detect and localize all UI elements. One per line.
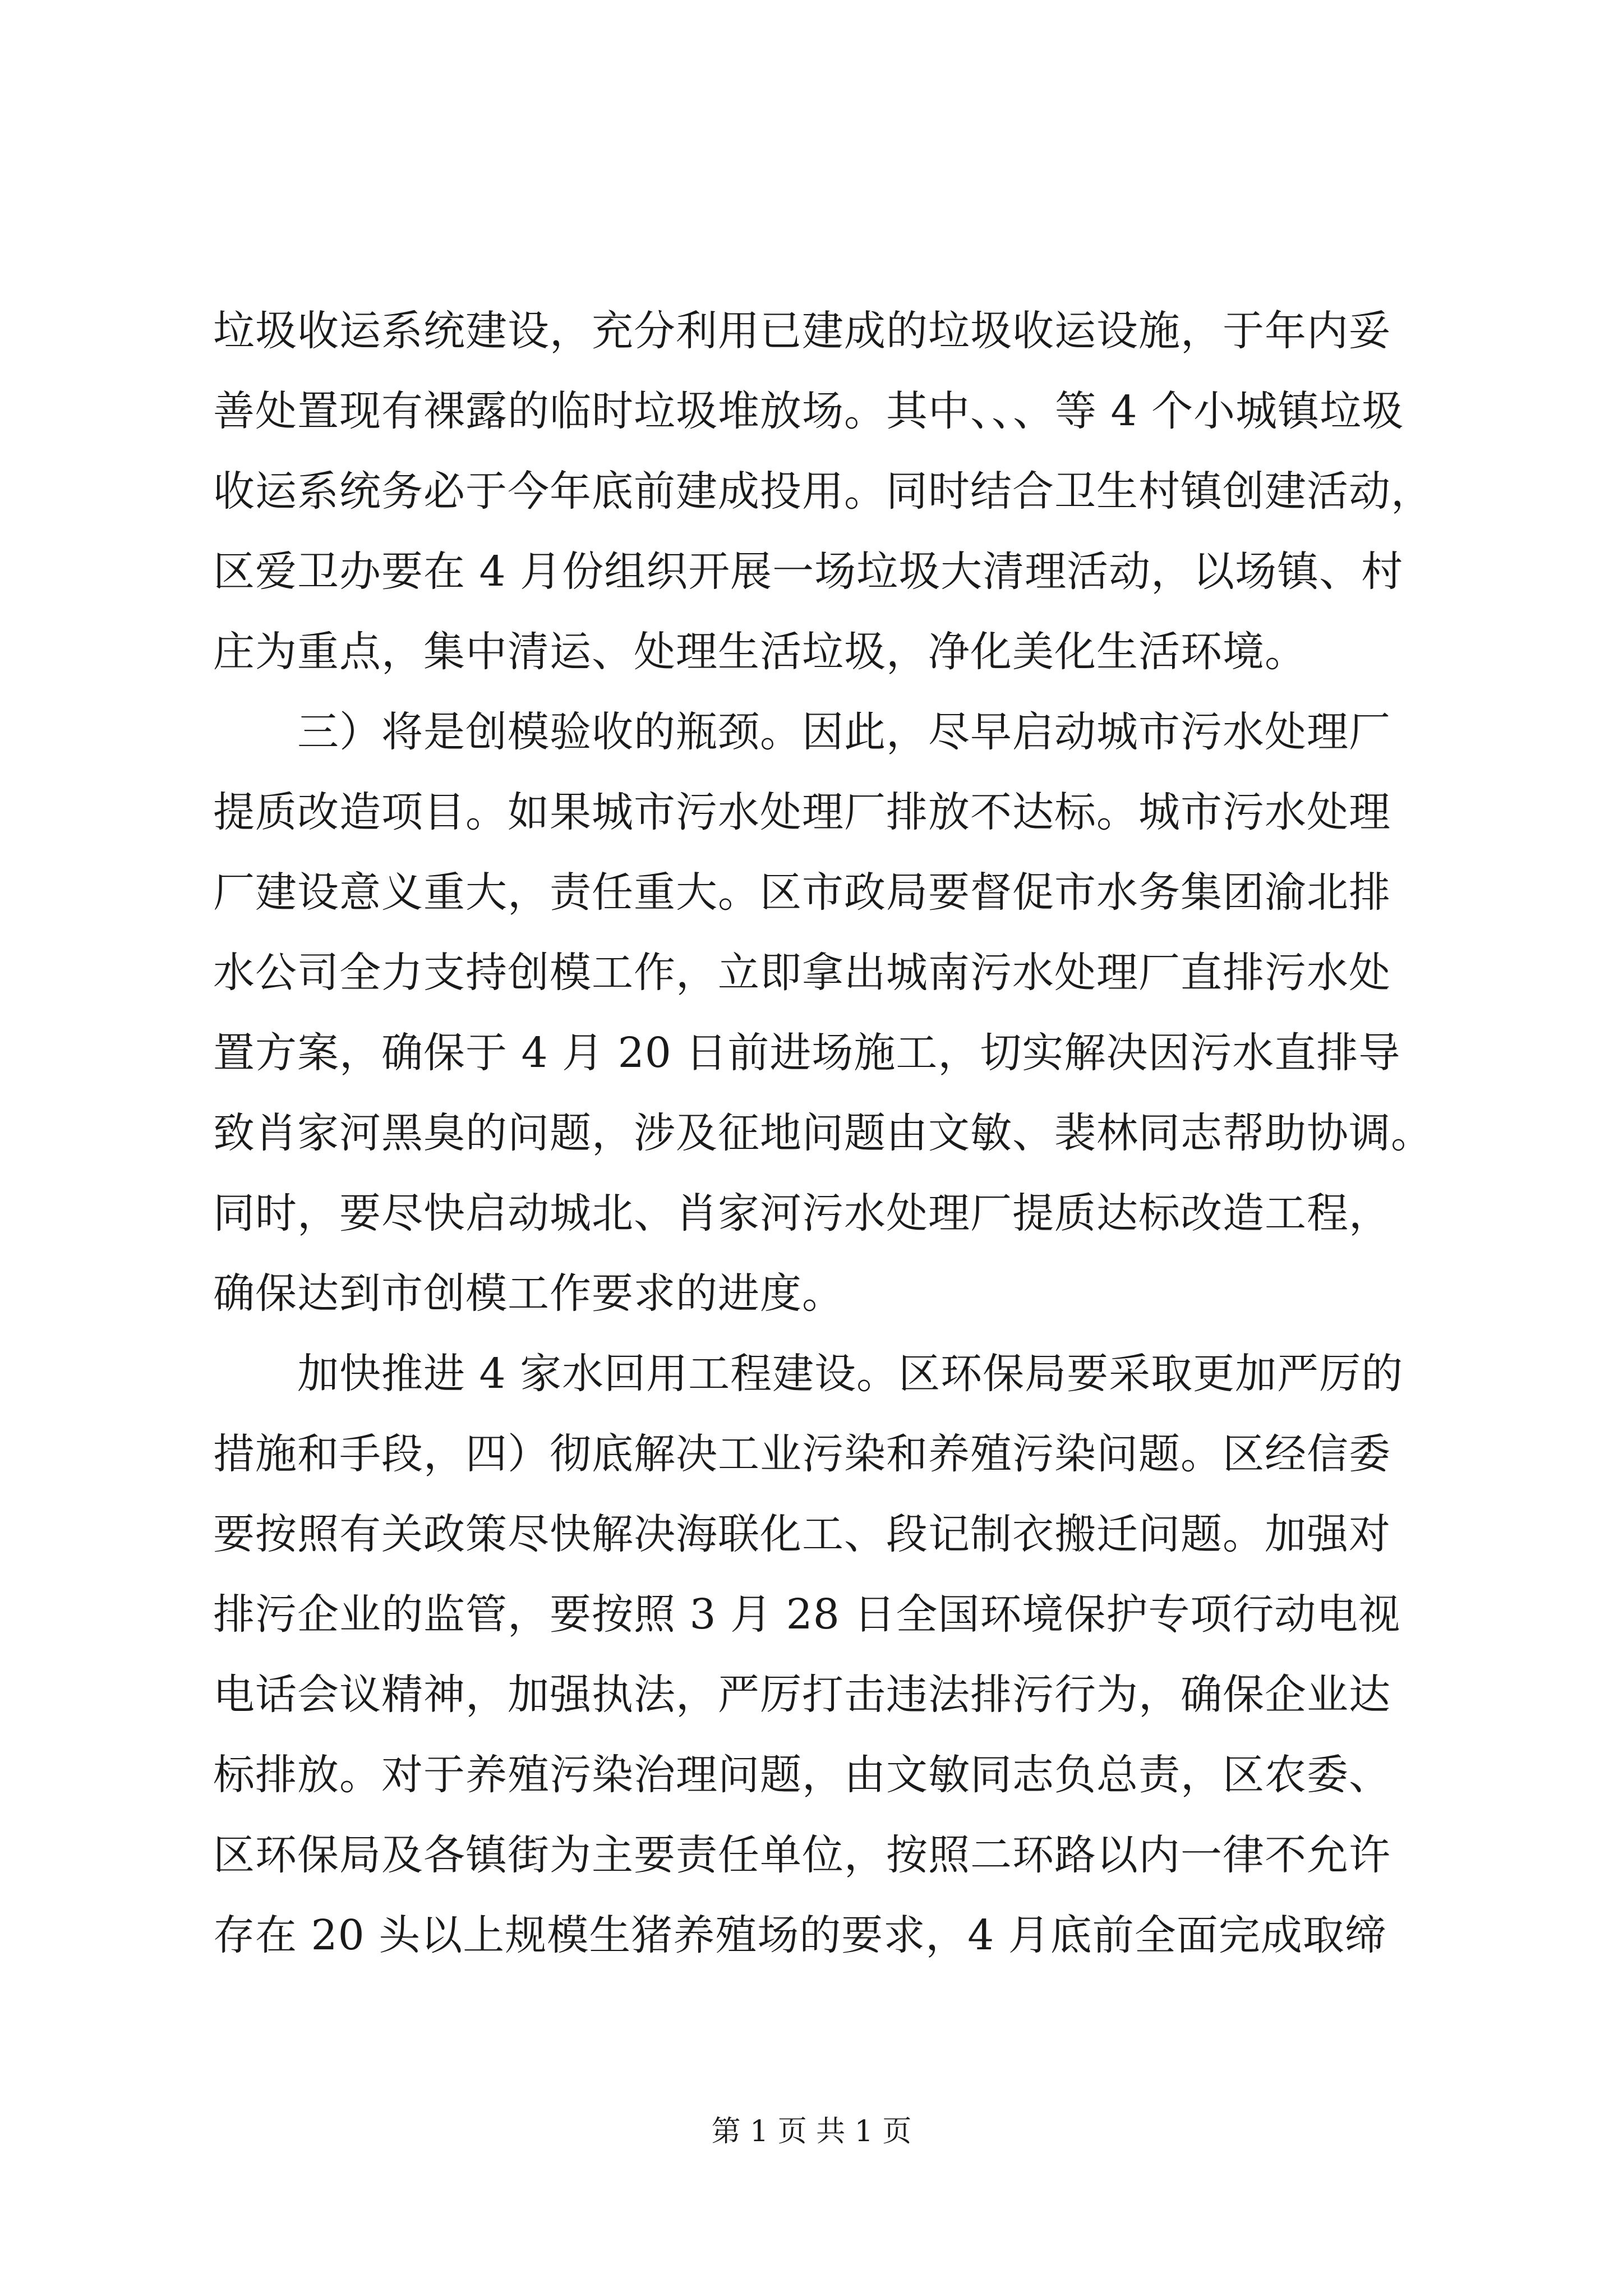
text-line: 善处置现有裸露的临时垃圾堆放场。其中、、、等 4 个小城镇垃圾	[213, 387, 1404, 435]
text-line: 同时，要尽快启动城北、肖家河污水处理厂提质达标改造工程，	[213, 1189, 1391, 1237]
text-line: 提质改造项目。如果城市污水处理厂排放不达标。城市污水处理	[213, 788, 1391, 836]
text-line: 要按照有关政策尽快解决海联化工、段记制衣搬迁问题。加强对	[213, 1510, 1391, 1558]
text-line: 致肖家河黑臭的问题，涉及征地问题由文敏、裴林同志帮助协调。	[213, 1109, 1433, 1157]
text-line: 置方案，确保于 4 月 20 日前进场施工，切实解决因污水直排导	[213, 1029, 1401, 1077]
paragraph-start-line: 三）将是创模验收的瓶颈。因此，尽早启动城市污水处理厂	[297, 708, 1391, 756]
paragraph-start-line: 加快推进 4 家水回用工程建设。区环保局要采取更加严厉的	[297, 1350, 1404, 1398]
text-line: 厂建设意义重大，责任重大。区市政局要督促市水务集团渝北排	[213, 868, 1391, 917]
text-line: 区爱卫办要在 4 月份组织开展一场垃圾大清理活动，以场镇、村	[213, 547, 1404, 596]
text-line: 垃圾收运系统建设，充分利用已建成的垃圾收运设施，于年内妥	[213, 307, 1391, 355]
text-line: 电话会议精神，加强执法，严厉打击违法排污行为，确保企业达	[213, 1671, 1391, 1719]
text-line: 措施和手段，四）彻底解决工业污染和养殖污染问题。区经信委	[213, 1430, 1391, 1478]
text-line: 区环保局及各镇街为主要责任单位，按照二环路以内一律不允许	[213, 1831, 1391, 1879]
text-line: 存在 20 头以上规模生猪养殖场的要求，4 月底前全面完成取缔	[213, 1911, 1387, 1959]
text-line: 确保达到市创模工作要求的进度。	[213, 1269, 844, 1318]
text-line: 排污企业的监管，要按照 3 月 28 日全国环境保护专项行动电视	[213, 1590, 1401, 1639]
text-line: 水公司全力支持创模工作，立即拿出城南污水处理厂直排污水处	[213, 949, 1391, 997]
text-line: 收运系统务必于今年底前建成投用。同时结合卫生村镇创建活动，	[213, 467, 1433, 516]
page-number-footer: 第 1 页 共 1 页	[711, 2115, 912, 2148]
text-line: 标排放。对于养殖污染治理问题，由文敏同志负总责，区农委、	[213, 1751, 1391, 1799]
text-line: 庄为重点，集中清运、处理生活垃圾，净化美化生活环境。	[213, 628, 1307, 676]
